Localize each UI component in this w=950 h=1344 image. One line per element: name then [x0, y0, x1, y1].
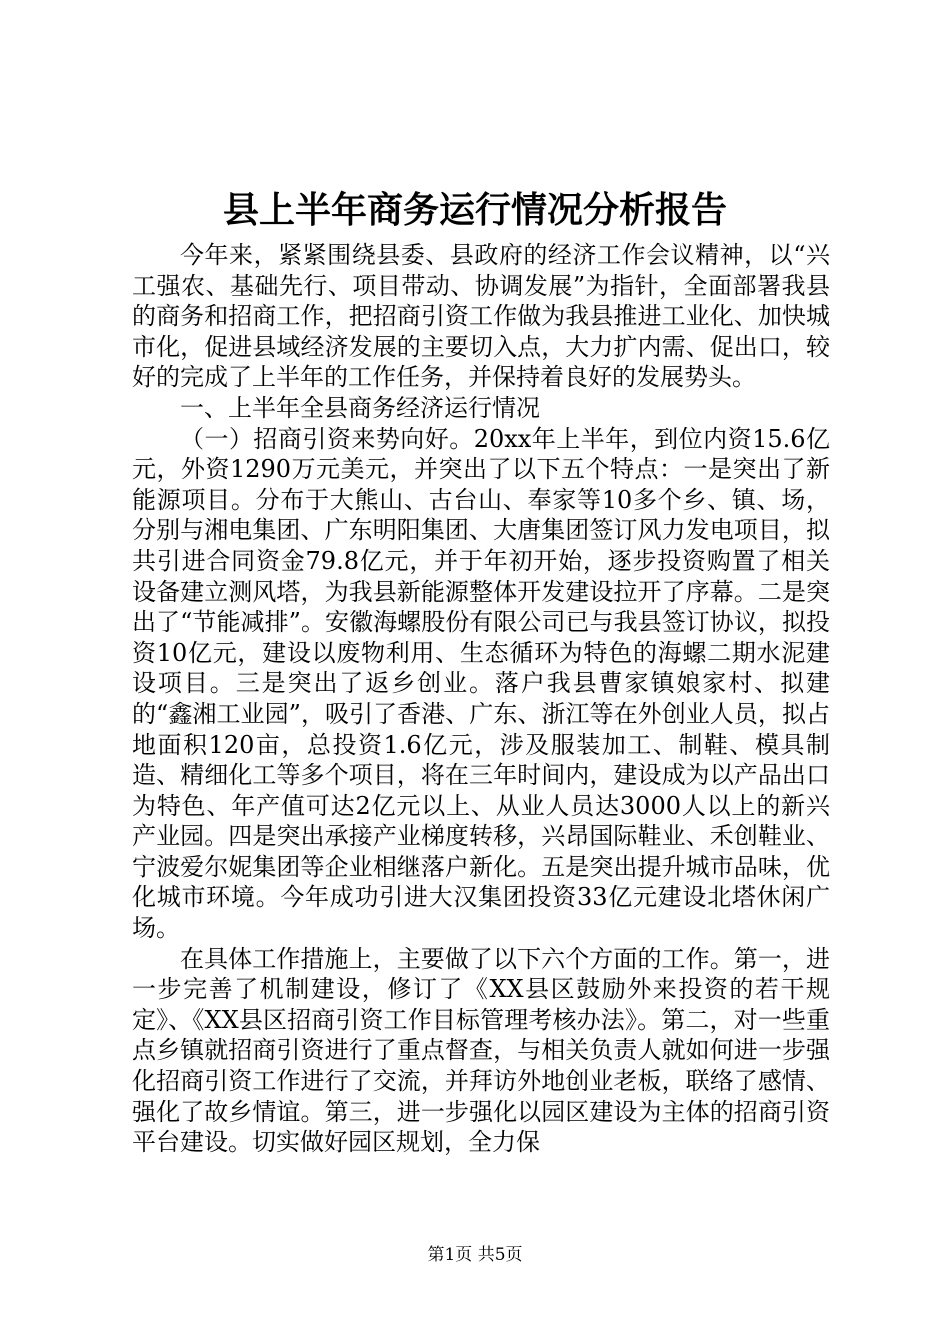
- investment-paragraph: （一）招商引资来势向好。20xx年上半年，到位内资15.6亿元，外资1290万元美元，并突出了以下五个特点：一是突出了新能源项目。分布于大熊山、古台山、奉家等10多个乡、镇、场，分别与湘电集团、广东明阳集团、大唐集团签订风力发电项目，拟共引进合同资金79.8亿元，并于年初开始，逐步投资购置了相关设备建立测风塔，为我县新能源整体开发建设拉开了序幕。二是突出了“节能减排”。安徽海螺股份有限公司已与我县签订协议，拟投资10亿元，建设以废物利用、生态循环为特色的海螺二期水泥建设项目。三是突出了返乡创业。落户我县曹家镇娘家村、拟建的“鑫湘工业园”，吸引了香港、广东、浙江等在外创业人员，拟占地面积120亩，总投资1.6亿元，涉及服装加工、制鞋、模具制造、精细化工等多个项目，将在三年时间内，建设成为以产品出口为特色、年产值可达2亿元以上、从业人员达3000人以上的新兴产业园。四是突出承接产业梯度转移，兴昂国际鞋业、禾创鞋业、宁波爱尔妮集团等企业相继落户新化。五是突出提升城市品味，优化城市环境。今年成功引进大汉集团投资33亿元建设北塔休闲广场。: [132, 424, 830, 943]
- section-heading: 一、上半年全县商务经济运行情况: [180, 393, 540, 422]
- intro-paragraph: 今年来，紧紧围绕县委、县政府的经济工作会议精神，以“兴工强农、基础先行、项目带动、协调发展”为指针，全面部署我县的商务和招商工作，把招商引资工作做为我县推进工业化、加快城市化，促进县域经济发展的主要切入点，大力扩内需、促出口，较好的完成了上半年的工作任务，并保持着良好的发展势头。: [132, 241, 830, 392]
- document-title: 县上半年商务运行情况分析报告: [222, 189, 727, 231]
- measures-paragraph: 在具体工作措施上，主要做了以下六个方面的工作。第一，进一步完善了机制建设，修订了《XX县区鼓励外来投资的若干规定》、《XX县区招商引资工作目标管理考核办法》。第二，对一些重点乡镇就招商引资进行了重点督查，与相关负责人就如何进一步强化招商引资工作进行了交流，并拜访外地创业老板，联络了感情、强化了故乡情谊。第三，进一步强化以园区建设为主体的招商引资平台建设。切实做好园区规划，全力保: [132, 944, 830, 1157]
- document-body: [132, 240, 830, 1158]
- page-footer: 第1页 共5页: [427, 1245, 523, 1265]
